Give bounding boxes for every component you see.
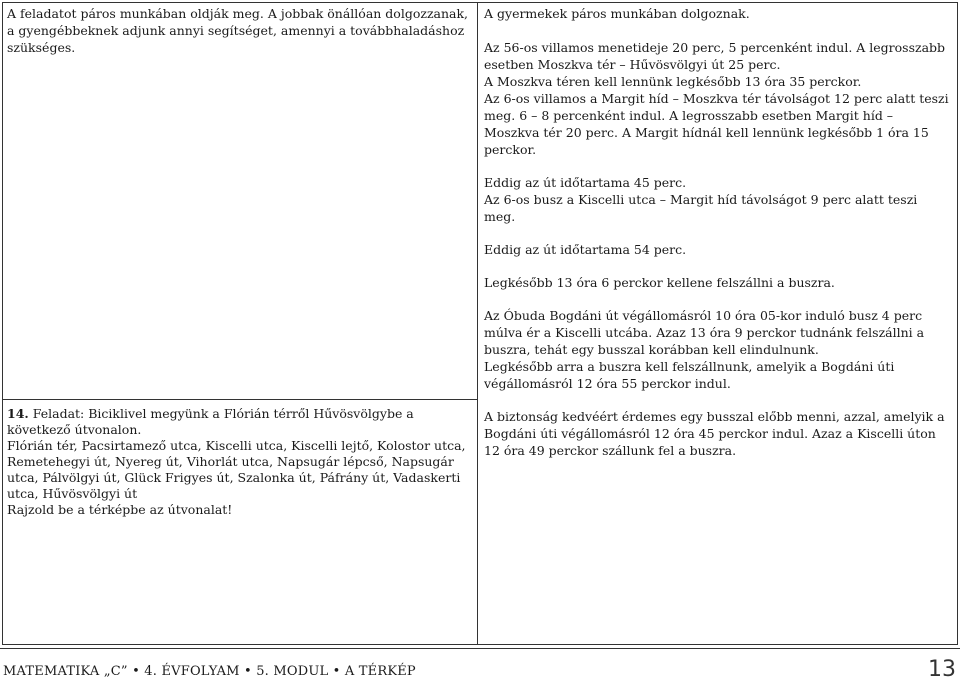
task-14 bbox=[3, 399, 477, 518]
solution-paragraph: A Moszkva téren kell lennünk legkésőbb 13 óra 35 perckor. bbox=[484, 74, 862, 89]
solution-paragraph: Az 6-os villamos a Margit híd – Moszkva tér távolságot 12 perc alatt teszi meg. 6 – 8 percenként indul. A legrosszabb esetben Margit híd – Moszkva tér 20 perc. A Margit hídnál kell lennünk legkésőbb 1 óra 15 perckor. bbox=[484, 91, 949, 157]
content-table bbox=[2, 2, 958, 645]
task-label: Feladat: bbox=[32, 406, 85, 421]
solution-paragraph: Legkésőbb arra a buszra kell felszállnunk, amelyik a Bogdáni úti végállomásról 12 óra 55 perckor indul. bbox=[484, 359, 895, 391]
solution-column bbox=[478, 3, 957, 644]
task-number: 14. bbox=[7, 406, 29, 421]
task-route: Flórián tér, Pacsirtamező utca, Kiscelli utca, Kiscelli lejtő, Kolostor utca, Remetehegyi út, Nyereg út, Vihorlát utca, Napsugár lépcső, Napsugár utca, Pálvölgyi út, Glück Frigyes út, Szalonka út, Páfrány út, Vadaskerti utca, Hűvösvölgyi út bbox=[7, 438, 466, 501]
page-number: 13 bbox=[928, 657, 956, 682]
solution-paragraph: Legkésőbb 13 óra 6 perckor kellene felszállni a buszra. bbox=[484, 275, 835, 290]
solution-paragraph: Az 6-os busz a Kiscelli utca – Margit híd távolságot 9 perc alatt teszi meg. bbox=[484, 192, 918, 224]
teacher-instruction: A feladatot páros munkában oldják meg. A jobbak önállóan dolgozzanak, a gyengébbeknek adjunk annyi segítséget, amennyi a továbbhaladáshoz szükséges. bbox=[7, 6, 469, 55]
task-statement: Biciklivel megyünk a Flórián térről Hűvösvölgybe a következő útvonalon. bbox=[7, 406, 414, 437]
task-instruction: Rajzold be a térképbe az útvonalat! bbox=[7, 502, 233, 517]
solution-paragraph: Az 56-os villamos menetideje 20 perc, 5 percenként indul. A legrosszabb esetben Moszkva tér – Hűvösvölgyi út 25 perc. bbox=[484, 40, 946, 72]
footer-series-title: MATEMATIKA „C” • 4. ÉVFOLYAM • 5. MODUL • A TÉRKÉP bbox=[3, 664, 416, 679]
solution-paragraph: Az Óbuda Bogdáni út végállomásról 10 óra 05-kor induló busz 4 perc múlva ér a Kiscelli utcába. Azaz 13 óra 9 perckor tudnánk felszállni a buszra, tehát egy busszal korábban kell elindulnunk. bbox=[484, 308, 925, 357]
solution-paragraph: Eddig az út időtartama 54 perc. bbox=[484, 242, 687, 257]
teacher-notes-column bbox=[3, 3, 478, 644]
solution-paragraph: Eddig az út időtartama 45 perc. bbox=[484, 175, 687, 190]
solution-paragraph: A biztonság kedvéért érdemes egy busszal előbb menni, azzal, amelyik a Bogdáni úti végállomásról 12 óra 45 perckor indul. Azaz a Kiscelli úton 12 óra 49 perckor szállunk fel a buszra. bbox=[484, 409, 945, 458]
solution-paragraph: A gyermekek páros munkában dolgoznak. bbox=[484, 6, 750, 21]
page-footer bbox=[0, 648, 960, 681]
